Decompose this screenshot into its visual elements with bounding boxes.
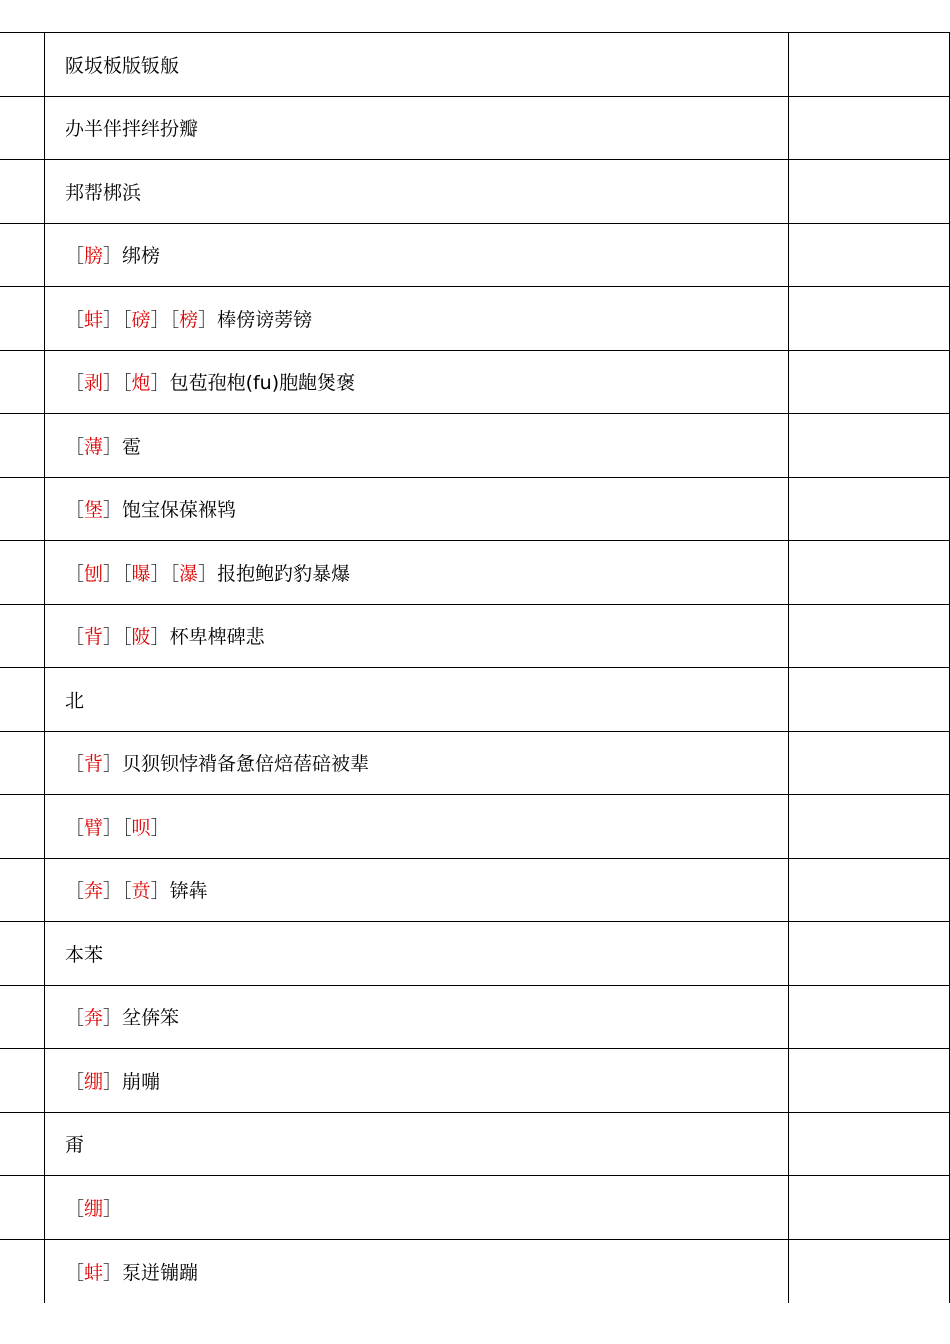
note-cell [789, 1176, 950, 1239]
index-cell [0, 414, 45, 477]
character-text: ［ [65, 626, 85, 649]
character-text: ［ [65, 1261, 85, 1284]
index-cell [0, 351, 45, 414]
character-cell [45, 414, 789, 477]
table-row [0, 351, 950, 415]
character-text: ］ [103, 1197, 123, 1220]
character-text: ］棒傍谤蒡镑 [198, 308, 313, 331]
character-cell [45, 541, 789, 604]
character-text: ［ [65, 435, 85, 458]
character-cell [45, 1113, 789, 1176]
character-cell [45, 859, 789, 922]
highlighted-character: 磅 [131, 308, 151, 331]
highlighted-character: 膀 [84, 245, 104, 268]
highlighted-character: 薄 [84, 435, 104, 458]
character-text: ］［ [103, 626, 132, 649]
note-cell [789, 541, 950, 604]
character-text: ］杯卑椑碑悲 [150, 626, 265, 649]
index-cell [0, 1176, 45, 1239]
note-cell [789, 986, 950, 1049]
index-cell [0, 668, 45, 731]
character-text: ］［ [103, 562, 132, 585]
highlighted-character: 背 [84, 753, 104, 776]
note-cell [789, 160, 950, 223]
table-row [0, 668, 950, 732]
character-table [0, 32, 950, 1302]
note-cell [789, 1113, 950, 1176]
table-row [0, 859, 950, 923]
index-cell [0, 97, 45, 160]
note-cell [789, 859, 950, 922]
note-cell [789, 33, 950, 96]
character-text: ］崩嘣 [103, 1070, 161, 1093]
note-cell [789, 605, 950, 668]
character-cell [45, 732, 789, 795]
character-cell [45, 668, 789, 731]
highlighted-character: 蚌 [84, 308, 104, 331]
note-cell [789, 668, 950, 731]
character-text: 北 [65, 689, 85, 712]
table-row [0, 732, 950, 796]
character-cell [45, 33, 789, 96]
table-row [0, 287, 950, 351]
character-text: ］雹 [103, 435, 142, 458]
highlighted-character: 背 [84, 626, 104, 649]
character-text: ［ [65, 499, 85, 522]
highlighted-character: 刨 [84, 562, 104, 585]
character-cell [45, 478, 789, 541]
note-cell [789, 97, 950, 160]
character-cell [45, 97, 789, 160]
table-row [0, 160, 950, 224]
character-text: ］泵迸镚蹦 [103, 1261, 199, 1284]
character-text: ［ [65, 1007, 85, 1030]
highlighted-character: 榜 [179, 308, 199, 331]
character-cell [45, 1240, 789, 1304]
index-cell [0, 1240, 45, 1304]
index-cell [0, 859, 45, 922]
character-text: ］锛犇 [150, 880, 208, 903]
note-cell [789, 224, 950, 287]
character-text: ［ [65, 245, 85, 268]
character-cell [45, 224, 789, 287]
note-cell [789, 478, 950, 541]
character-text: ］绑榜 [103, 245, 161, 268]
character-text: ］［ [103, 816, 132, 839]
character-text: ［ [65, 880, 85, 903]
highlighted-character: 剥 [84, 372, 104, 395]
highlighted-character: 瀑 [179, 562, 199, 585]
character-cell [45, 351, 789, 414]
character-text: ［ [65, 372, 85, 395]
highlighted-character: 臂 [84, 816, 104, 839]
index-cell [0, 605, 45, 668]
table-row [0, 541, 950, 605]
highlighted-character: 呗 [131, 816, 151, 839]
character-text: ［ [65, 753, 85, 776]
character-text: ］［ [103, 372, 132, 395]
index-cell [0, 541, 45, 604]
character-text: 邦帮梆浜 [65, 181, 142, 204]
index-cell [0, 33, 45, 96]
index-cell [0, 160, 45, 223]
character-text: ］包苞孢枹(fu)胞龅煲褒 [150, 372, 356, 395]
character-text: ］［ [103, 308, 132, 331]
character-cell [45, 1176, 789, 1239]
note-cell [789, 414, 950, 477]
highlighted-character: 蚌 [84, 1261, 104, 1284]
character-text: ［ [65, 308, 85, 331]
index-cell [0, 922, 45, 985]
table-row [0, 33, 950, 97]
character-text: ］饱宝保葆褓鸨 [103, 499, 237, 522]
note-cell [789, 1240, 950, 1304]
character-text: ］ [150, 816, 170, 839]
note-cell [789, 1049, 950, 1112]
highlighted-character: 奔 [84, 1007, 104, 1030]
table-row [0, 97, 950, 161]
table-row [0, 1176, 950, 1240]
character-text: ］贝狈钡悖褙备惫倍焙蓓碚被辈 [103, 753, 370, 776]
table-row [0, 478, 950, 542]
highlighted-character: 堡 [84, 499, 104, 522]
character-cell [45, 922, 789, 985]
table-row [0, 1113, 950, 1177]
table-row [0, 224, 950, 288]
character-cell [45, 160, 789, 223]
character-text: 办半伴拌绊扮瓣 [65, 118, 199, 141]
table-row [0, 1049, 950, 1113]
table-row [0, 795, 950, 859]
note-cell [789, 732, 950, 795]
index-cell [0, 478, 45, 541]
table-row [0, 986, 950, 1050]
index-cell [0, 1049, 45, 1112]
index-cell [0, 732, 45, 795]
table-row [0, 414, 950, 478]
table-row [0, 605, 950, 669]
character-cell [45, 287, 789, 350]
index-cell [0, 986, 45, 1049]
index-cell [0, 795, 45, 858]
table-row [0, 1240, 950, 1304]
character-cell [45, 1049, 789, 1112]
character-text: ［ [65, 1197, 85, 1220]
highlighted-character: 绷 [84, 1070, 104, 1093]
highlighted-character: 陂 [131, 626, 151, 649]
character-text: 阪坂板版钣舨 [65, 54, 180, 77]
character-text: ］［ [150, 562, 180, 585]
character-text: ［ [65, 562, 85, 585]
character-text: ［ [65, 816, 85, 839]
character-cell [45, 605, 789, 668]
character-text: ］［ [103, 880, 132, 903]
note-cell [789, 922, 950, 985]
character-text: ］报抱鲍趵豹暴爆 [198, 562, 351, 585]
character-cell [45, 986, 789, 1049]
character-text: ［ [65, 1070, 85, 1093]
index-cell [0, 224, 45, 287]
index-cell [0, 287, 45, 350]
index-cell [0, 1113, 45, 1176]
character-text: ］坌倴笨 [103, 1007, 180, 1030]
note-cell [789, 351, 950, 414]
character-cell [45, 795, 789, 858]
character-text: ］［ [150, 308, 180, 331]
highlighted-character: 奔 [84, 880, 104, 903]
highlighted-character: 贲 [131, 880, 151, 903]
character-text: 甭 [65, 1134, 85, 1157]
highlighted-character: 绷 [84, 1197, 104, 1220]
table-row [0, 922, 950, 986]
character-text: 本苯 [65, 943, 104, 966]
note-cell [789, 795, 950, 858]
note-cell [789, 287, 950, 350]
highlighted-character: 炮 [131, 372, 151, 395]
highlighted-character: 曝 [131, 562, 151, 585]
